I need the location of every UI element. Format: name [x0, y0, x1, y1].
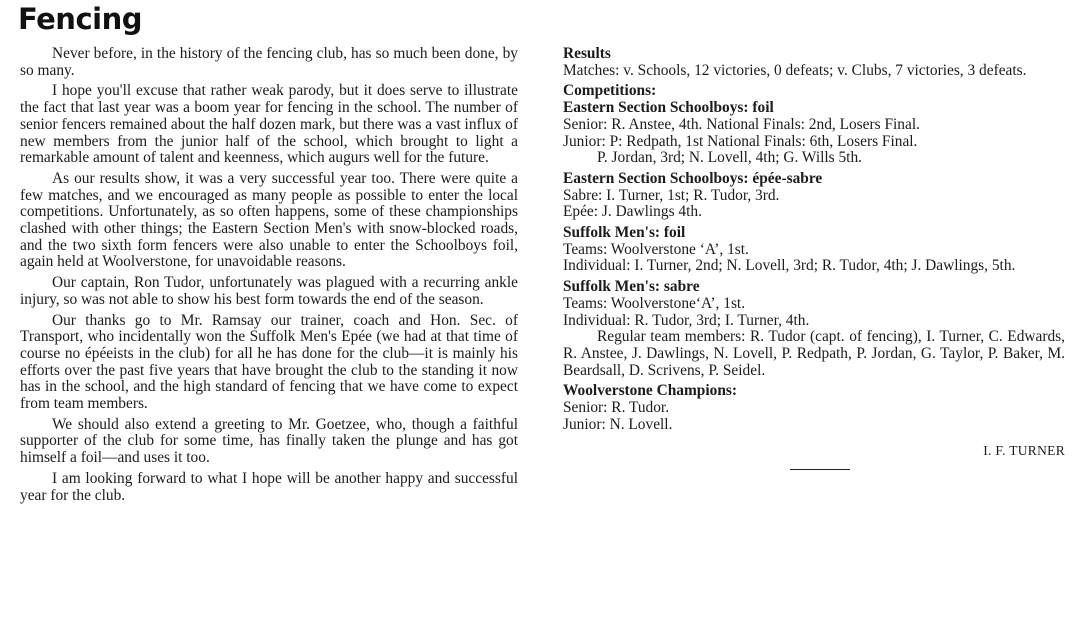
- matches-summary: Matches: v. Schools, 12 victories, 0 defeats; v. Clubs, 7 victories, 3 defeats.: [563, 61, 1027, 79]
- body-paragraph: As our results show, it was a very successful year too. There were quite a few matches, and we encouraged as many people as possible to enter the local competitions. Unfortunately, as so often happens, some of these championships clashed with other things; the Eastern Section Men's with snow-blocked roads, and the two sixth form fencers were also unable to enter the Schoolboys foil, again held at Woolverstone, for unavoidable reasons.: [20, 169, 518, 271]
- body-paragraph: We should also extend a greeting to Mr. Goetzee, who, though a faithful supporter of the club for some time, has finally taken the plunge and has got himself a foil—and uses it too.: [20, 415, 518, 467]
- body-paragraph: Our thanks go to Mr. Ramsay our trainer, coach and Hon. Sec. of Transport, who incidentally won the Suffolk Men's Epée (we had at that time of course no épéeists in the club) for all he has done for the club—it is mainly his efforts over the past five years that have brought the club to the standing it now has in the school, and the high standard of fencing that we have come to expect from team members.: [20, 311, 518, 413]
- eastern-foil-section: [563, 100, 1065, 167]
- suffolk-foil-heading: Suffolk Men's: foil: [563, 224, 686, 242]
- article-title: Fencing: [18, 2, 142, 36]
- suffolk-sabre-heading: Suffolk Men's: sabre: [563, 278, 700, 296]
- champion-senior: Senior: R. Tudor.: [563, 399, 670, 417]
- eastern-epee-sabre-section: [563, 171, 1065, 221]
- suffolk-foil-teams: Teams: Woolverstone ‘A’, 1st.: [563, 240, 749, 258]
- eastern-foil-senior: Senior: R. Anstee, 4th. National Finals: 2nd, Losers Final.: [563, 115, 920, 133]
- suffolk-sabre-individual: Individual: R. Tudor, 3rd; I. Turner, 4th.: [563, 311, 810, 329]
- article-body-left-column: [20, 46, 518, 508]
- end-rule-divider: [790, 469, 850, 470]
- champions-heading: Woolverstone Champions:: [563, 382, 738, 400]
- eastern-epee-sabre-heading: Eastern Section Schoolboys: épée-sabre: [563, 169, 823, 187]
- suffolk-sabre-teams: Teams: Woolverstone‘A’, 1st.: [563, 294, 746, 312]
- regular-team-members: Regular team members: R. Tudor (capt. of fencing), I. Turner, C. Edwards, R. Anstee, J. Dawlings, N. Lovell, P. Redpath, P. Jordan, G. Taylor, P. Baker, M. Beardsall, D. Scrivens, P. Seidel.: [563, 328, 1065, 379]
- author-signature: I. F. TURNER: [983, 443, 1065, 459]
- eastern-foil-junior-cont: P. Jordan, 3rd; N. Lovell, 4th; G. Wills 5th.: [597, 149, 863, 167]
- eastern-sabre-result: Sabre: I. Turner, 1st; R. Tudor, 3rd.: [563, 186, 780, 204]
- champion-junior: Junior: N. Lovell.: [563, 415, 673, 433]
- competitions-heading: Competitions:: [563, 82, 657, 100]
- eastern-epee-result: Epée: J. Dawlings 4th.: [563, 203, 702, 221]
- body-paragraph: I am looking forward to what I hope will be another happy and successful year for the club.: [20, 469, 518, 504]
- suffolk-foil-individual: Individual: I. Turner, 2nd; N. Lovell, 3rd; R. Tudor, 4th; J. Dawlings, 5th.: [563, 257, 1016, 275]
- results-heading: Results: [563, 45, 611, 62]
- body-paragraph: I hope you'll excuse that rather weak parody, but it does serve to illustrate the fact that last year was a boom year for fencing in the school. The number of senior fencers remained about the half dozen mark, but there was a vast influx of new members from the junior half of the school, which brought to light a remarkable amount of talent and keenness, which augurs well for the future.: [20, 82, 518, 167]
- body-paragraph: Never before, in the history of the fencing club, has so much been done, by so many.: [20, 45, 518, 79]
- eastern-foil-heading: Eastern Section Schoolboys: foil: [563, 99, 774, 117]
- suffolk-sabre-section: [563, 279, 1065, 379]
- results-right-column: [563, 46, 1065, 470]
- champions-section: [563, 383, 1065, 433]
- eastern-foil-junior: Junior: P: Redpath, 1st National Finals: 6th, Losers Final.: [563, 132, 918, 150]
- suffolk-foil-section: [563, 225, 1065, 275]
- results-section: [563, 46, 1065, 79]
- body-paragraph: Our captain, Ron Tudor, unfortunately was plagued with a recurring ankle injury, so was not able to show his best form towards the end of the season.: [20, 274, 518, 308]
